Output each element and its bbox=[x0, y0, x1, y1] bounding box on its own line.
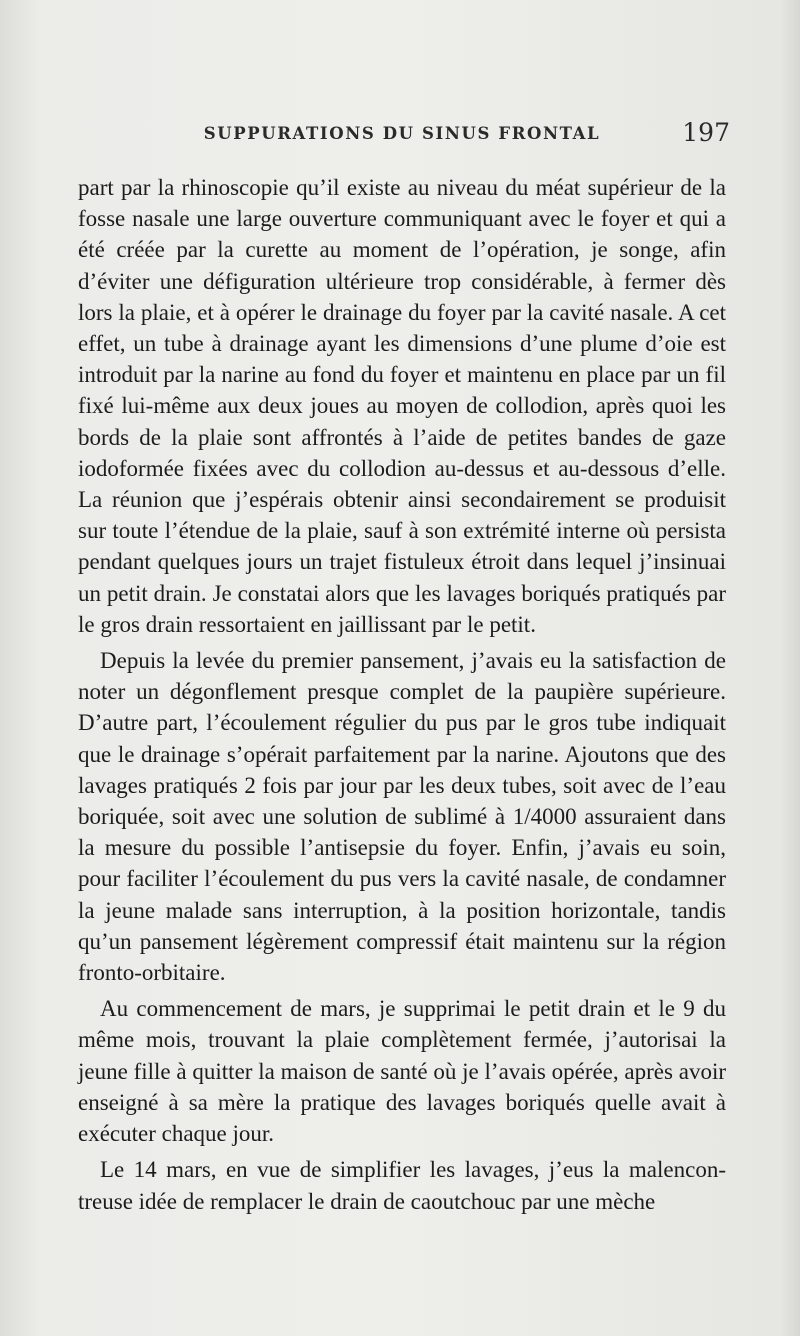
paragraph: part par la rhinoscopie qu’il existe au niveau du méat supérieur de la fosse nasale une large ouverture communiquant avec le foyer et qui a été créée par la curette au moment de l’opération, je songe, afin d’éviter une défiguration ultérieure trop considérable, à fermer dès lors la plaie, et à opérer le drainage du foyer par la cavité nasale. A cet effet, un tube à drainage ayant les dimensions d’une plume d’oie est introduit par la narine au fond du foyer et maintenu en place par un fil fixé lui-même aux deux joues au moyen de collodion, après quoi les bords de la plaie sont affrontés à l’aide de petites bandes de gaze iodoformée fixées avec du collodion au-dessus et au-dessous d’elle. La réunion que j’espérais obtenir ainsi secondairement se produisit sur toute l’étendue de la plaie, sauf à son extrémité interne où persista pendant quelques jours un trajet fistuleux étroit dans lequel j’insinuai un petit drain. Je constatai alors que les lavages boriqués pratiqués par le gros drain ressortaient en jaillissant par le petit. bbox=[78, 175, 726, 637]
paragraph: Au commencement de mars, je supprimai le petit drain et le 9 du même mois, trouvant la plaie complètement fermée, j’autorisai la jeune fille à quitter la maison de santé où je l’avais opérée, après avoir enseigné à sa mère la pratique des lavages boriqués quelle avait à exécuter chaque jour. bbox=[78, 996, 726, 1147]
running-head bbox=[78, 118, 730, 150]
body-text bbox=[78, 172, 726, 1217]
paragraph: Depuis la levée du premier pansement, j’avais eu la satisfaction de noter un dégonflement presque complet de la paupière supérieure. D’autre part, l’écoulement régulier du pus par le gros tube indiquait que le drainage s’opérait parfaitement par la narine. Ajoutons que des lavages pratiqués 2 fois par jour par les deux tubes, soit avec de l’eau boriquée, soit avec une solution de sublimé à 1/4000 assuraient dans la mesure du possible l’antisepsie du foyer. Enfin, j’avais eu soin, pour faciliter l’écoulement du pus vers la cavité nasale, de condamner la jeune malade sans interruption, à la position horizontale, tandis qu’un pansement légèrement compressif était maintenu sur la région fronto-orbitaire. bbox=[78, 648, 726, 986]
paragraph: Le 14 mars, en vue de simplifier les lavages, j’eus la malencontreuse idée de remplacer le drain de caoutchouc par une mèche bbox=[78, 1157, 726, 1214]
page-number: 197 bbox=[682, 118, 730, 147]
running-title: SUPPURATIONS DU SINUS FRONTAL bbox=[203, 124, 601, 143]
